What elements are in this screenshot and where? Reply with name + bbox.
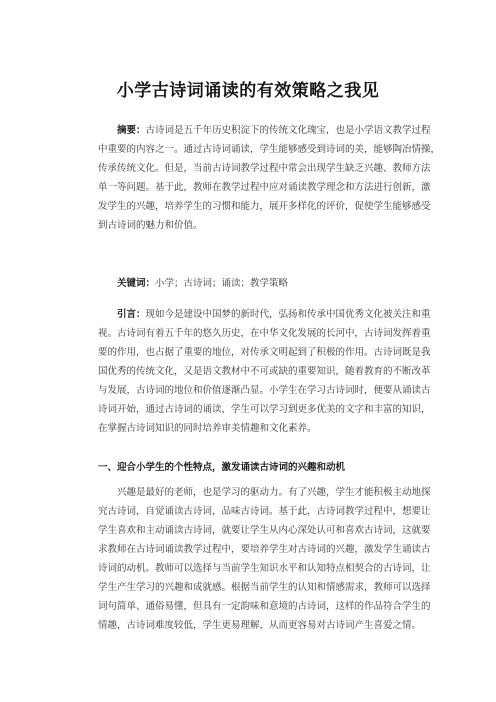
section-line: 诗词的动机。教师可以选择与当前学生知识水平和认知特点相契合的古诗词，让 (98, 563, 431, 574)
introduction-line: 与发展，古诗词的地位和价值逐渐凸显。小学生在学习古诗词时，便要从诵读古 (98, 385, 431, 396)
abstract-line: 单一等问题。基于此，教师在教学过程中应对诵读教学理念和方法进行创新，激 (98, 182, 431, 193)
abstract-line: 发学生的兴趣，培养学生的习惯和能力，展开多样化的评价，促使学生能够感受 (98, 201, 431, 212)
abstract-paragraph (98, 121, 441, 235)
section-line: 兴趣是最好的老师，也是学习的驱动力。有了兴趣，学生才能积极主动地探 (117, 487, 431, 498)
section-line: 求教师在古诗词诵读教学过程中，要培养学生对古诗词的兴趣，激发学生诵读古 (98, 544, 431, 555)
introduction-line: 要的作用，也占据了重要的地位，对传承文明起到了积极的作用。古诗词既是我 (98, 347, 431, 358)
section-line: 词句简单、通俗易懂，但具有一定韵味和意境的古诗词，这样的作品符合学生的 (98, 601, 431, 612)
abstract-line: 到古诗词的魅力和价值。 (98, 220, 203, 231)
introduction-line: 视。古诗词有着五千年的悠久历史，在中华文化发展的长河中，古诗词发挥着重 (98, 328, 431, 339)
section-paragraph (98, 483, 431, 635)
keywords-paragraph (98, 274, 418, 293)
section-line: 学生喜欢和主动诵读古诗词，就要让学生从内心深处认可和喜欢古诗词，这就要 (98, 525, 431, 536)
section-line: 学生产生学习的兴趣和成就感。根据当前学生的认知和情感需求，教师可以选择 (98, 582, 431, 593)
introduction-line: 诗词开始，通过古诗词的诵读，学生可以学习到更多优美的文字和丰富的知识， (98, 404, 431, 415)
abstract-label: 摘要： (117, 125, 146, 136)
keywords-text: 小学；古诗词；诵读；教学策略 (155, 278, 289, 289)
abstract-line: 摘要：古诗词是五千年历史积淀下的传统文化瑰宝，也是小学语文教学过程 (117, 125, 431, 136)
introduction-paragraph (98, 305, 431, 438)
introduction-line: 引言：现如今是建设中国梦的新时代，弘扬和传承中国优秀文化被关注和重 (117, 309, 431, 320)
keywords-label: 关键词： (117, 278, 156, 289)
document-title: 小学古诗词诵读的有效策略之我见 (116, 81, 380, 101)
section-line: 究古诗词，自觉诵读古诗词，品味古诗词。基于此，古诗词教学过程中，想要让 (98, 506, 431, 517)
abstract-line: 传承传统文化。但是，当前古诗词教学过程中常会出现学生缺乏兴趣、教师方法 (98, 163, 431, 174)
section-line: 情趣，古诗词难度较低，学生更易理解，从而更容易对古诗词产生喜爱之情。 (98, 620, 422, 631)
introduction-line: 在掌握古诗词知识的同时培养审美情趣和文化素养。 (98, 423, 317, 434)
introduction-line: 国优秀的传统文化，又是语文教材中不可或缺的重要知识，随着教育的不断改革 (98, 366, 431, 377)
abstract-line: 中重要的内容之一。通过古诗词诵读，学生能够感受到诗词的美，能够陶冶情操， (98, 144, 441, 155)
introduction-label: 引言： (117, 309, 146, 320)
section-heading: 一、迎合小学生的个性特点，激发诵读古诗词的兴趣和动机 (98, 462, 346, 473)
